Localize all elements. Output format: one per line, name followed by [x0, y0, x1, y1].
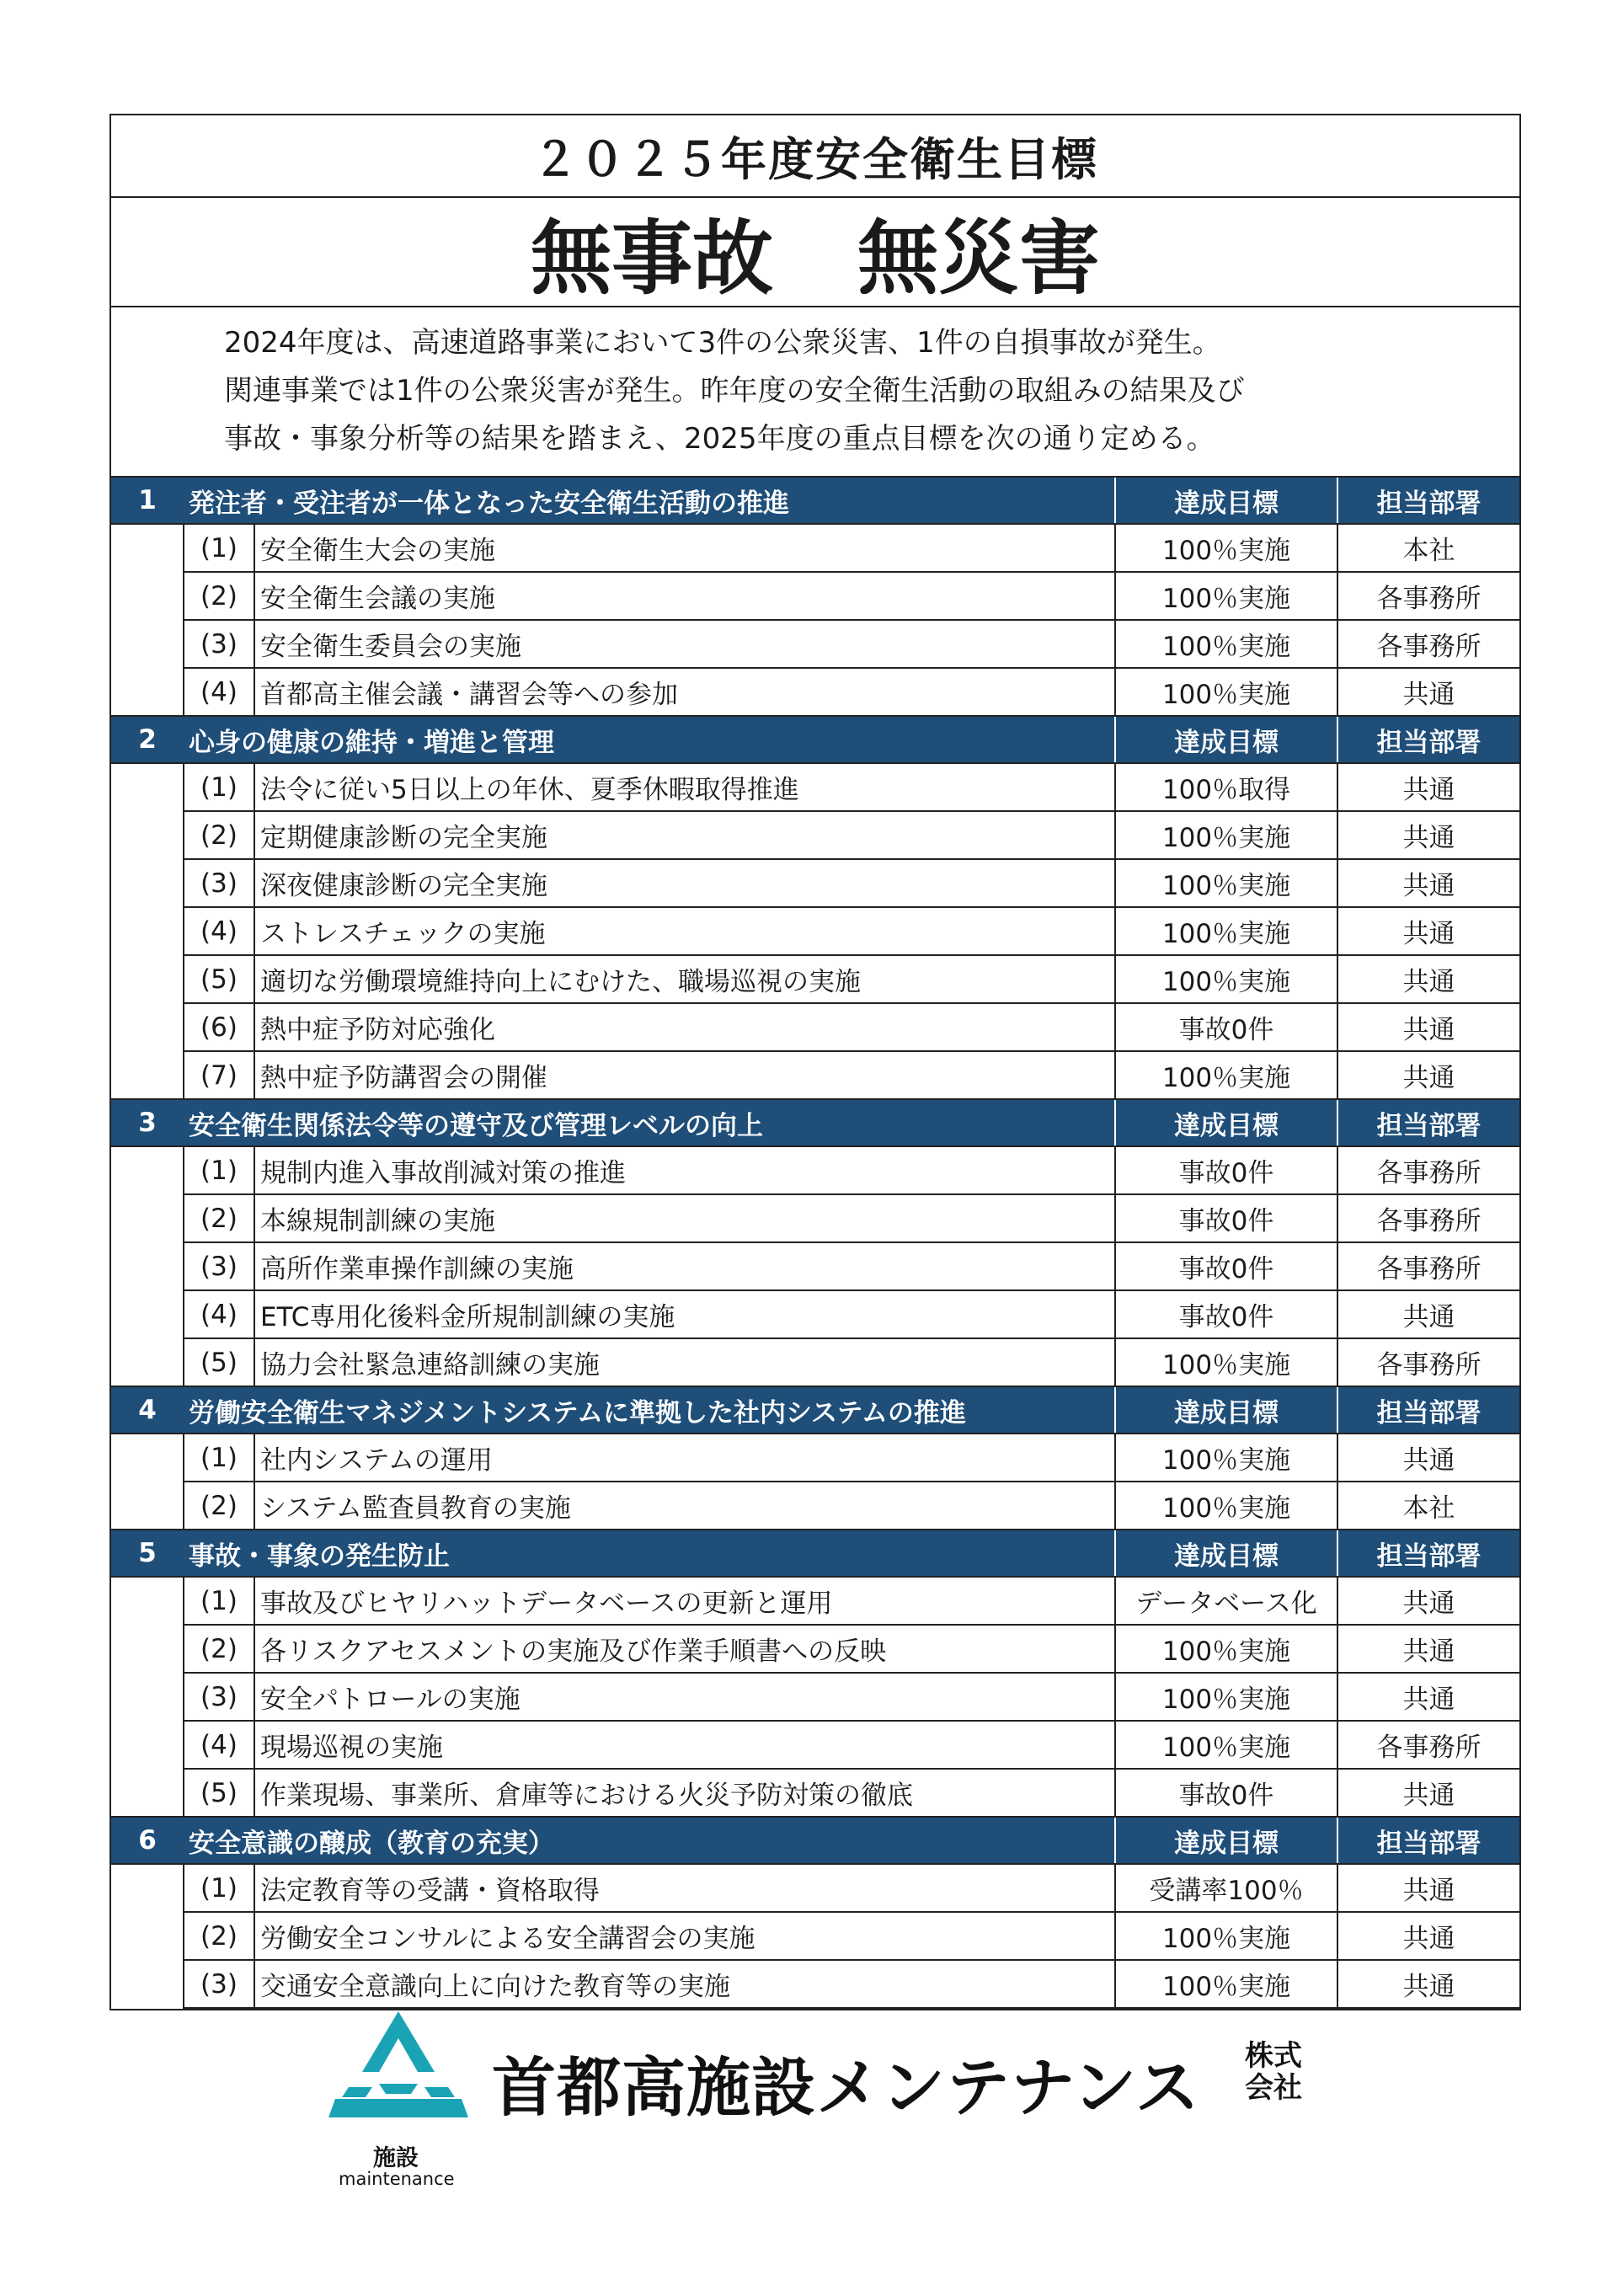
section-header [111, 1386, 1519, 1434]
item-goal: 100％実施 [1115, 1482, 1337, 1530]
row-indent [111, 1912, 184, 1960]
item-goal: 100％実施 [1115, 1673, 1337, 1721]
item-goal: 事故0件 [1115, 1290, 1337, 1338]
item-dept: 共通 [1337, 955, 1519, 1003]
item-text: 労働安全コンサルによる安全講習会の実施 [254, 1912, 1115, 1960]
item-number: (1) [184, 763, 254, 811]
table-row [111, 859, 1519, 907]
table-row [111, 907, 1519, 955]
item-goal: 100％実施 [1115, 907, 1337, 955]
item-dept: 共通 [1337, 1912, 1519, 1960]
intro-line: 関連事業では1件の公衆災害が発生。昨年度の安全衛生活動の取組みの結果及び [224, 374, 1245, 408]
table-row [111, 1482, 1519, 1530]
item-dept: 共通 [1337, 1769, 1519, 1817]
table-row [111, 1769, 1519, 1817]
item-text: 高所作業車操作訓練の実施 [254, 1242, 1115, 1290]
item-number: (5) [184, 955, 254, 1003]
item-number: (1) [184, 1577, 254, 1625]
item-number: (2) [184, 1194, 254, 1242]
slogan [111, 198, 1519, 307]
table-row [111, 572, 1519, 620]
item-dept: 共通 [1337, 763, 1519, 811]
item-dept: 本社 [1337, 524, 1519, 572]
row-indent [111, 1769, 184, 1817]
item-text: 首都高主催会議・講習会等への参加 [254, 668, 1115, 716]
dept-column-header: 担当部署 [1337, 1817, 1519, 1864]
table-row [111, 1194, 1519, 1242]
row-indent [111, 1482, 184, 1530]
item-number: (3) [184, 1960, 254, 2008]
row-indent [111, 1721, 184, 1769]
section-number: 6 [111, 1817, 184, 1864]
dept-column-header: 担当部署 [1337, 1099, 1519, 1146]
item-text: 安全パトロールの実施 [254, 1673, 1115, 1721]
item-goal: 事故0件 [1115, 1003, 1337, 1051]
goals-sheet [109, 114, 1521, 2010]
item-text: ETC専用化後料金所規制訓練の実施 [254, 1290, 1115, 1338]
item-number: (1) [184, 1434, 254, 1482]
item-text: 適切な労働環境維持向上にむけた、職場巡視の実施 [254, 955, 1115, 1003]
dept-column-header: 担当部署 [1337, 477, 1519, 524]
item-number: (2) [184, 1482, 254, 1530]
section-header [111, 1817, 1519, 1864]
item-number: (4) [184, 1721, 254, 1769]
item-dept: 共通 [1337, 811, 1519, 859]
item-dept: 共通 [1337, 1051, 1519, 1099]
goal-column-header: 達成目標 [1115, 477, 1337, 524]
company-logo [327, 2006, 1321, 2192]
item-goal: 100％実施 [1115, 524, 1337, 572]
table-row [111, 1864, 1519, 1912]
item-dept: 各事務所 [1337, 572, 1519, 620]
row-indent [111, 1434, 184, 1482]
item-text: 社内システムの運用 [254, 1434, 1115, 1482]
item-text: 各リスクアセスメントの実施及び作業手順書への反映 [254, 1625, 1115, 1673]
row-indent [111, 1242, 184, 1290]
item-goal: 100％実施 [1115, 1625, 1337, 1673]
row-indent [111, 1864, 184, 1912]
table-row [111, 1338, 1519, 1386]
section-title: 心身の健康の維持・増進と管理 [184, 716, 1115, 763]
item-text: 法令に従い5日以上の年休、夏季休暇取得推進 [254, 763, 1115, 811]
table-row [111, 668, 1519, 716]
item-number: (4) [184, 907, 254, 955]
item-text: 熱中症予防対応強化 [254, 1003, 1115, 1051]
item-dept: 共通 [1337, 668, 1519, 716]
item-number: (1) [184, 1864, 254, 1912]
row-indent [111, 1960, 184, 2008]
dept-column-header: 担当部署 [1337, 1386, 1519, 1434]
item-dept: 各事務所 [1337, 1194, 1519, 1242]
table-row [111, 1242, 1519, 1290]
item-number: (4) [184, 668, 254, 716]
item-text: 作業現場、事業所、倉庫等における火災予防対策の徹底 [254, 1769, 1115, 1817]
section-number: 5 [111, 1530, 184, 1577]
item-goal: 100％実施 [1115, 572, 1337, 620]
row-indent [111, 1290, 184, 1338]
item-text: 本線規制訓練の実施 [254, 1194, 1115, 1242]
section-number: 2 [111, 716, 184, 763]
item-dept: 各事務所 [1337, 620, 1519, 668]
row-indent [111, 668, 184, 716]
row-indent [111, 907, 184, 955]
item-dept: 共通 [1337, 1577, 1519, 1625]
row-indent [111, 1051, 184, 1099]
item-goal: 100％実施 [1115, 620, 1337, 668]
item-goal: 100％実施 [1115, 668, 1337, 716]
intro-line: 2024年度は、高速道路事業において3件の公衆災害、1件の自損事故が発生。 [224, 326, 1221, 360]
item-dept: 各事務所 [1337, 1721, 1519, 1769]
item-dept: 共通 [1337, 1003, 1519, 1051]
table-row [111, 1434, 1519, 1482]
logo-mark-icon [327, 2006, 470, 2133]
slogan-part-2: 無災害 [857, 211, 1100, 306]
item-dept: 本社 [1337, 1482, 1519, 1530]
section-header [111, 1530, 1519, 1577]
item-number: (3) [184, 620, 254, 668]
row-indent [111, 1146, 184, 1194]
item-text: 安全衛生委員会の実施 [254, 620, 1115, 668]
section-title: 安全意識の醸成（教育の充実） [184, 1817, 1115, 1864]
item-goal: 100％取得 [1115, 763, 1337, 811]
item-dept: 各事務所 [1337, 1338, 1519, 1386]
company-suffix [1245, 2040, 1312, 2104]
table-row [111, 1721, 1519, 1769]
row-indent [111, 1194, 184, 1242]
row-indent [111, 811, 184, 859]
table-row [111, 1912, 1519, 1960]
item-number: (6) [184, 1003, 254, 1051]
goal-column-header: 達成目標 [1115, 716, 1337, 763]
dept-column-header: 担当部署 [1337, 716, 1519, 763]
item-goal: 事故0件 [1115, 1242, 1337, 1290]
item-number: (3) [184, 1673, 254, 1721]
item-text: 事故及びヒヤリハットデータベースの更新と運用 [254, 1577, 1115, 1625]
section-title: 安全衛生関係法令等の遵守及び管理レベルの向上 [184, 1099, 1115, 1146]
item-number: (2) [184, 572, 254, 620]
section-title: 労働安全衛生マネジメントシステムに準拠した社内システムの推進 [184, 1386, 1115, 1434]
section-number: 1 [111, 477, 184, 524]
item-goal: 受講率100％ [1115, 1864, 1337, 1912]
item-goal: 100％実施 [1115, 1912, 1337, 1960]
item-goal: 事故0件 [1115, 1769, 1337, 1817]
table-row [111, 763, 1519, 811]
table-row [111, 1003, 1519, 1051]
item-goal: データベース化 [1115, 1577, 1337, 1625]
item-goal: 100％実施 [1115, 1960, 1337, 2008]
item-goal: 事故0件 [1115, 1194, 1337, 1242]
company-name: 首都高施設メンテナンス [492, 2050, 1200, 2125]
item-text: 安全衛生会議の実施 [254, 572, 1115, 620]
intro-line: 事故・事象分析等の結果を踏まえ、2025年度の重点目標を次の通り定める。 [224, 422, 1215, 456]
item-goal: 100％実施 [1115, 1721, 1337, 1769]
table-row [111, 1673, 1519, 1721]
row-indent [111, 524, 184, 572]
table-row [111, 524, 1519, 572]
item-goal: 100％実施 [1115, 1051, 1337, 1099]
item-number: (2) [184, 811, 254, 859]
item-dept: 共通 [1337, 859, 1519, 907]
row-indent [111, 1338, 184, 1386]
item-dept: 各事務所 [1337, 1242, 1519, 1290]
section-number: 3 [111, 1099, 184, 1146]
goal-column-header: 達成目標 [1115, 1386, 1337, 1434]
row-indent [111, 1625, 184, 1673]
item-text: 定期健康診断の完全実施 [254, 811, 1115, 859]
table-row [111, 1051, 1519, 1099]
intro-paragraph [111, 307, 1519, 476]
company-suffix-line-1: 株式 [1245, 2039, 1302, 2073]
item-dept: 共通 [1337, 1625, 1519, 1673]
row-indent [111, 620, 184, 668]
item-dept: 共通 [1337, 1673, 1519, 1721]
row-indent [111, 955, 184, 1003]
item-text: 規制内進入事故削減対策の推進 [254, 1146, 1115, 1194]
section-header [111, 716, 1519, 763]
goal-column-header: 達成目標 [1115, 1530, 1337, 1577]
row-indent [111, 1003, 184, 1051]
goal-column-header: 達成目標 [1115, 1817, 1337, 1864]
item-text: 現場巡視の実施 [254, 1721, 1115, 1769]
item-number: (1) [184, 1146, 254, 1194]
row-indent [111, 1673, 184, 1721]
table-row [111, 955, 1519, 1003]
item-number: (5) [184, 1769, 254, 1817]
goal-column-header: 達成目標 [1115, 1099, 1337, 1146]
item-goal: 100％実施 [1115, 955, 1337, 1003]
table-row [111, 620, 1519, 668]
logo-subtext: maintenance [339, 2169, 455, 2189]
row-indent [111, 1577, 184, 1625]
item-dept: 共通 [1337, 1434, 1519, 1482]
item-number: (4) [184, 1290, 254, 1338]
row-indent [111, 572, 184, 620]
dept-column-header: 担当部署 [1337, 1530, 1519, 1577]
row-indent [111, 859, 184, 907]
item-text: 法定教育等の受講・資格取得 [254, 1864, 1115, 1912]
item-goal: 事故0件 [1115, 1146, 1337, 1194]
item-dept: 共通 [1337, 1960, 1519, 2008]
table-row [111, 811, 1519, 859]
section-title: 発注者・受注者が一体となった安全衛生活動の推進 [184, 477, 1115, 524]
section-header [111, 477, 1519, 524]
table-row [111, 1625, 1519, 1673]
item-goal: 100％実施 [1115, 859, 1337, 907]
item-text: 安全衛生大会の実施 [254, 524, 1115, 572]
item-number: (3) [184, 859, 254, 907]
item-number: (2) [184, 1625, 254, 1673]
item-text: 交通安全意識向上に向けた教育等の実施 [254, 1960, 1115, 2008]
section-number: 4 [111, 1386, 184, 1434]
item-number: (2) [184, 1912, 254, 1960]
table-row [111, 1146, 1519, 1194]
row-indent [111, 763, 184, 811]
item-number: (3) [184, 1242, 254, 1290]
item-dept: 共通 [1337, 1864, 1519, 1912]
section-title: 事故・事象の発生防止 [184, 1530, 1115, 1577]
section-header [111, 1099, 1519, 1146]
item-text: 協力会社緊急連絡訓練の実施 [254, 1338, 1115, 1386]
item-dept: 共通 [1337, 907, 1519, 955]
item-goal: 100％実施 [1115, 1338, 1337, 1386]
item-goal: 100％実施 [1115, 1434, 1337, 1482]
logo-text: 施設 [373, 2145, 419, 2171]
page-title: ２０２５年度安全衛生目標 [111, 115, 1519, 198]
table-row [111, 1577, 1519, 1625]
item-text: 深夜健康診断の完全実施 [254, 859, 1115, 907]
item-dept: 共通 [1337, 1290, 1519, 1338]
company-suffix-line-2: 会社 [1245, 2071, 1302, 2105]
item-text: 熱中症予防講習会の開催 [254, 1051, 1115, 1099]
item-dept: 各事務所 [1337, 1146, 1519, 1194]
table-row [111, 1290, 1519, 1338]
item-goal: 100％実施 [1115, 811, 1337, 859]
slogan-part-1: 無事故 [531, 211, 773, 306]
item-number: (7) [184, 1051, 254, 1099]
goals-table [111, 476, 1519, 2009]
item-number: (1) [184, 524, 254, 572]
item-number: (5) [184, 1338, 254, 1386]
item-text: ストレスチェックの実施 [254, 907, 1115, 955]
table-row [111, 1960, 1519, 2008]
item-text: システム監査員教育の実施 [254, 1482, 1115, 1530]
